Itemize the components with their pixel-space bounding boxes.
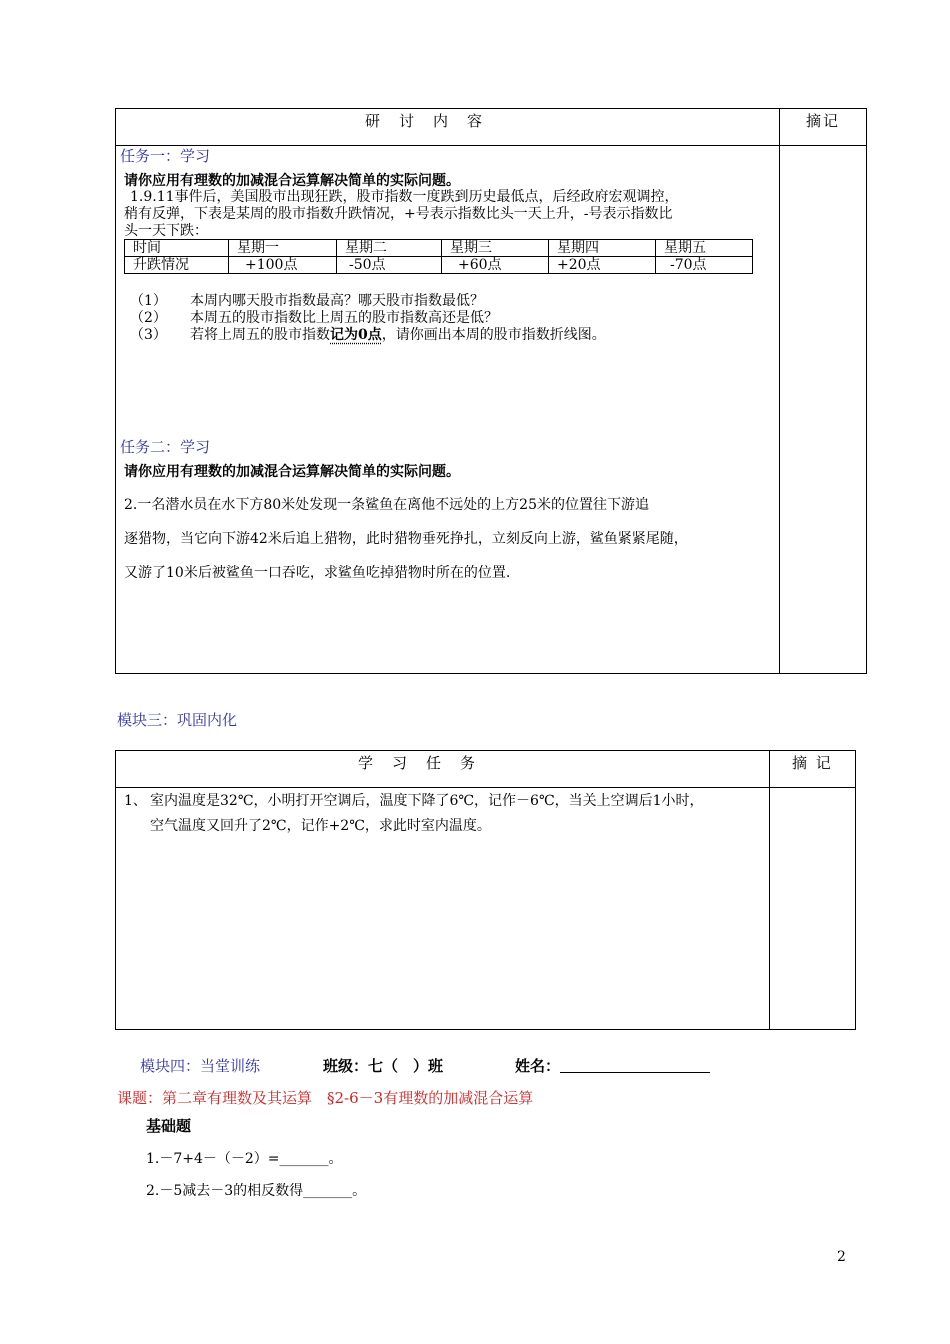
task2-line1: 2.一名潜水员在水下方80米处发现一条鲨鱼在离他不远处的上方25米的位置往下游追 <box>124 497 649 513</box>
consolidation-table-header: 学 习 任 务 <box>358 754 478 772</box>
discussion-table-header: 研 讨 内 容 <box>365 112 485 130</box>
consolidation-item-line1: 室内温度是32℃，小明打开空调后，温度下降了6℃，记作－6℃，当关上空调后1小时， <box>150 793 704 809</box>
basic-question-2: 2.－5减去－3的相反数得_______。 <box>146 1183 367 1199</box>
stock-table-cell: 升跌情况 <box>125 257 229 274</box>
question-text: 若将上周五的股市指数 <box>190 327 330 343</box>
question-2 <box>130 309 498 327</box>
task1-title: 任务一：学习 <box>120 147 211 165</box>
class-label: 班级：七（ ）班 <box>323 1057 444 1075</box>
task1-paragraph-line2: 稍有反弹，下表是某周的股市指数升跌情况，+号表示指数比头一天上升，-号表示指数比 <box>124 206 673 222</box>
stock-table-cell: 时间 <box>125 240 229 257</box>
task2-line2: 逐猎物，当它向下游42米后追上猎物，此时猎物垂死挣扎，立刻反向上游，鲨鱼紧紧尾随， <box>124 531 688 547</box>
question-text: 本周内哪天股市指数最高？哪天股市指数最低？ <box>190 293 484 309</box>
name-blank <box>560 1056 710 1073</box>
consolidation-table-header-divider <box>115 787 856 788</box>
name-label <box>515 1056 710 1076</box>
module3-title: 模块三：巩固内化 <box>117 711 238 729</box>
name-label-text: 姓名： <box>515 1057 561 1075</box>
stock-table-cell: -50点 <box>337 257 442 274</box>
consolidation-item-line2: 空气温度又回升了2℃，记作+2℃，求此时室内温度。 <box>150 818 491 834</box>
discussion-table-header-divider <box>115 145 867 146</box>
question-number: （2） <box>130 310 167 326</box>
stock-table-cell: +20点 <box>549 257 656 274</box>
stock-table-header-row <box>125 240 753 257</box>
consolidation-table-note-header: 摘 记 <box>792 754 833 772</box>
question-number: （3） <box>130 327 167 343</box>
stock-table-cell: 星期一 <box>229 240 337 257</box>
consolidation-table-note-divider <box>769 750 770 1030</box>
question-text: 本周五的股市指数比上周五的股市指数高还是低？ <box>190 310 498 326</box>
task2-title: 任务二：学习 <box>120 438 211 456</box>
task1-paragraph-line1: 1.9.11事件后，美国股市出现狂跌，股市指数一度跌到历史最低点，后经政府宏观调控， <box>130 189 679 205</box>
question-1 <box>130 292 484 310</box>
stock-table-cell: 星期五 <box>656 240 753 257</box>
discussion-table-note-header: 摘记 <box>806 112 841 130</box>
stock-index-table <box>124 239 753 274</box>
stock-table-data-row <box>125 257 753 274</box>
stock-table-cell: -70点 <box>656 257 753 274</box>
stock-table-cell: +60点 <box>442 257 549 274</box>
page-number: 2 <box>837 1249 846 1265</box>
task2-instruction: 请你应用有理数的加减混合运算解决简单的实际问题。 <box>124 464 460 480</box>
stock-table-cell: +100点 <box>229 257 337 274</box>
stock-table-cell: 星期二 <box>337 240 442 257</box>
task2-line3: 又游了10米后被鲨鱼一口吞吃，求鲨鱼吃掉猎物时所在的位置. <box>124 565 511 581</box>
question-number: （1） <box>130 293 167 309</box>
discussion-table-note-divider <box>779 108 780 674</box>
stock-table-cell: 星期三 <box>442 240 549 257</box>
question-text: ，请你画出本周的股市指数折线图。 <box>381 327 606 343</box>
basics-title: 基础题 <box>146 1117 192 1135</box>
stock-table-cell: 星期四 <box>549 240 656 257</box>
question-3 <box>130 326 606 344</box>
consolidation-item-number: 1、 <box>124 793 147 809</box>
module4-title: 模块四：当堂训练 <box>140 1057 261 1075</box>
lesson-title: 课题：第二章有理数及其运算 §2-6－3有理数的加减混合运算 <box>117 1089 534 1107</box>
question-emphasis: 记为0点 <box>330 327 382 343</box>
task1-instruction: 请你应用有理数的加减混合运算解决简单的实际问题。 <box>124 173 460 189</box>
basic-question-1: 1.－7+4－（－2）=_______。 <box>146 1151 343 1167</box>
task1-paragraph-line3: 头一天下跌： <box>124 223 208 239</box>
